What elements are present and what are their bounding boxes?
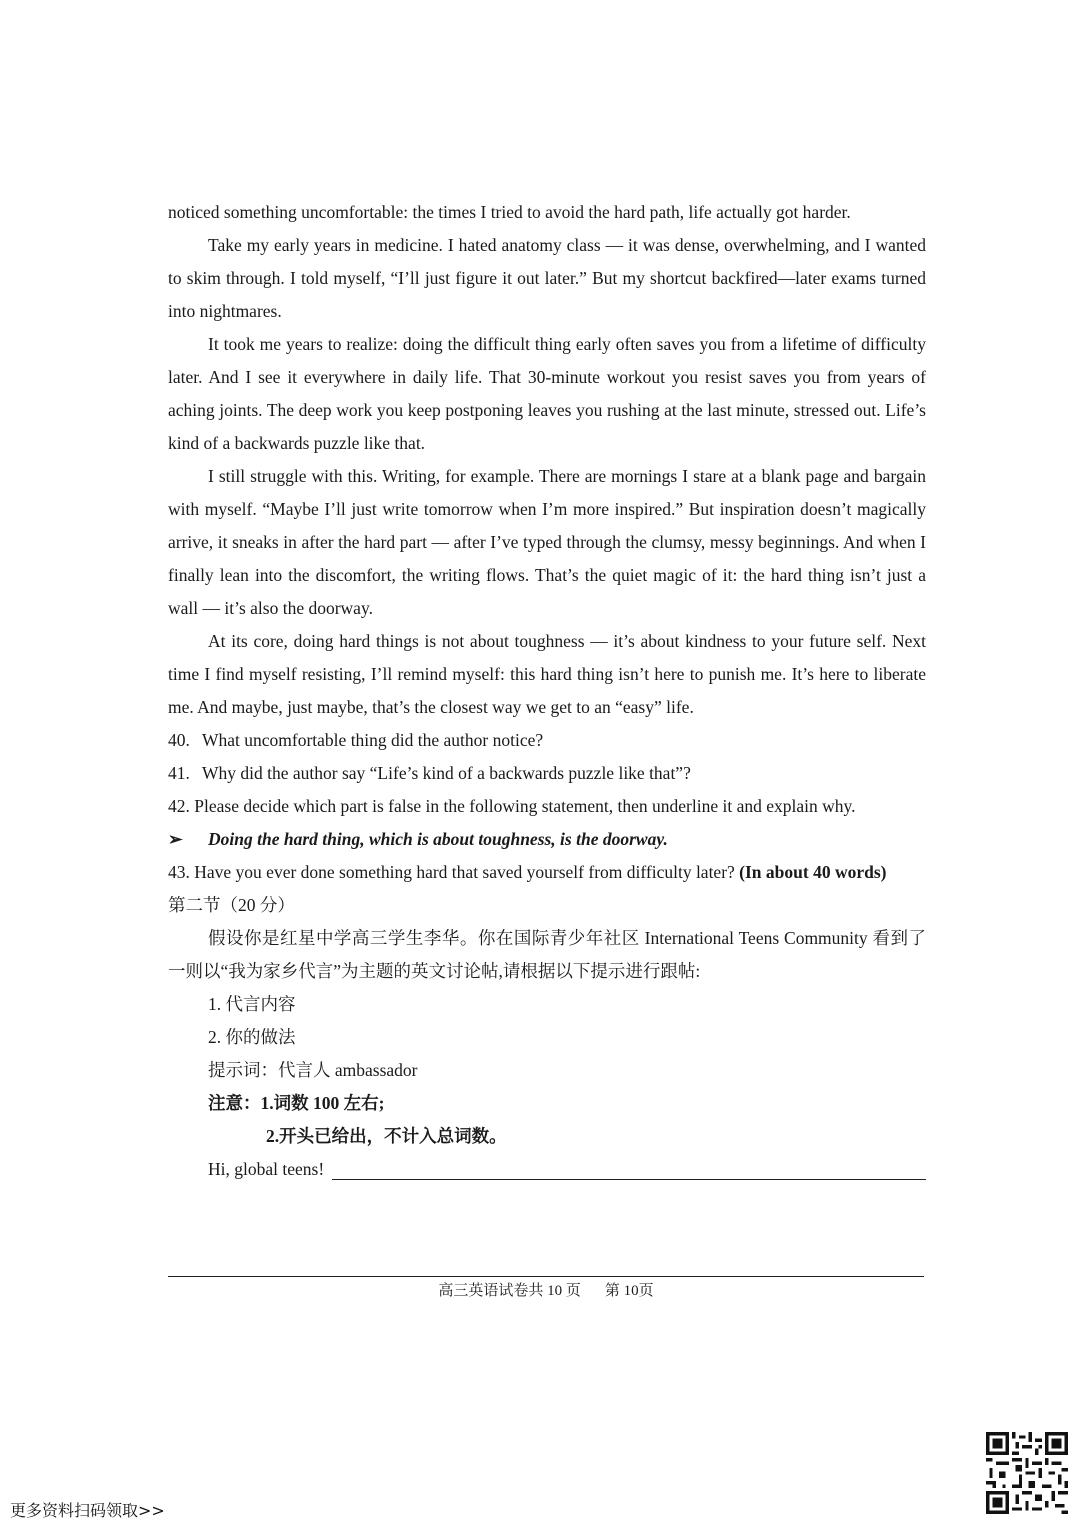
- writing-prompt: 假设你是红星中学高三学生李华。你在国际青少年社区 International Teens Community 看到了一则以“我为家乡代言”为主题的英文讨论帖,请根据以下提示进行跟帖:: [168, 928, 926, 981]
- question-text: Please decide which part is false in the following statement, then underline it and explain why.: [194, 796, 856, 816]
- prompt-item-2: 2. 你的做法: [208, 1027, 296, 1047]
- qr-code-icon[interactable]: [986, 1432, 1068, 1514]
- footer-page-number: 第 10页: [604, 1283, 654, 1299]
- note-item-1: 1.词数 100 左右;: [260, 1093, 385, 1113]
- page-content: [168, 196, 926, 1186]
- question-41: [168, 757, 926, 790]
- note-item-2: 2.开头已给出，不计入总词数。: [266, 1126, 507, 1146]
- note-label: 注意：: [208, 1093, 261, 1113]
- arrow-bullet-icon: ➢: [168, 829, 183, 849]
- question-number: 40.: [168, 730, 190, 750]
- question-42: [168, 790, 926, 823]
- passage-paragraph: At its core, doing hard things is not about toughness — it’s about kindness to your future self. Next time I find myself resisting, I’ll remind myself: this hard thing isn’t here to punish me. It’s here to liberate me. And maybe, just maybe, that’s the closest way we get to an “easy” life.: [168, 631, 926, 717]
- prompt-item-1: 1. 代言内容: [208, 994, 296, 1014]
- promo-text: 更多资料扫码领取>>: [10, 1501, 165, 1520]
- statement-text: Doing the hard thing, which is about toughness, is the doorway.: [208, 829, 668, 849]
- question-text: Have you ever done something hard that saved yourself from difficulty later?: [194, 862, 735, 882]
- word-limit: (In about 40 words): [739, 862, 887, 882]
- question-text: Why did the author say “Life’s kind of a backwards puzzle like that”?: [202, 763, 691, 783]
- question-number: 43.: [168, 862, 190, 882]
- answer-start: [168, 1153, 926, 1186]
- answer-line[interactable]: [332, 1179, 926, 1180]
- footer-total-pages: 高三英语试卷共 10 页: [438, 1283, 581, 1299]
- note-row: [168, 1087, 926, 1120]
- question-text: What uncomfortable thing did the author notice?: [202, 730, 544, 750]
- question-42-statement: [168, 823, 926, 856]
- question-43: [168, 856, 926, 889]
- question-number: 41.: [168, 763, 190, 783]
- passage-paragraph: I still struggle with this. Writing, for example. There are mornings I stare at a blank page and bargain with myself. “Maybe I’ll just write tomorrow when I’m more inspired.” But inspiration doesn’t magically arrive, it sneaks in after the hard part — after I’ve typed through the clumsy, messy beginnings. And when I finally lean into the discomfort, the writing flows. That’s the quiet magic of it: the hard thing isn’t just a wall — it’s also the doorway.: [168, 466, 926, 618]
- question-40: [168, 724, 926, 757]
- passage-paragraph: Take my early years in medicine. I hated anatomy class — it was dense, overwhelming, and I wanted to skim through. I told myself, “I’ll just figure it out later.” But my shortcut backfired—later exams turned into nightmares.: [168, 235, 926, 321]
- greeting: Hi, global teens!: [208, 1159, 325, 1179]
- footer-divider: [168, 1276, 924, 1277]
- passage-paragraph: It took me years to realize: doing the difficult thing early often saves you from a lifetime of difficulty later. And I see it everywhere in daily life. That 30-minute workout you resist saves you from years of aching joints. The deep work you keep postponing leaves you rushing at the last minute, stressed out. Life’s kind of a backwards puzzle like that.: [168, 334, 926, 453]
- passage-paragraph: noticed something uncomfortable: the times I tried to avoid the hard path, life actually got harder.: [168, 202, 851, 222]
- section-heading: 第二节（20 分）: [168, 895, 295, 915]
- vocabulary-hint: 提示词：代言人 ambassador: [208, 1060, 418, 1080]
- page-footer: [168, 1280, 924, 1302]
- question-number: 42.: [168, 796, 190, 816]
